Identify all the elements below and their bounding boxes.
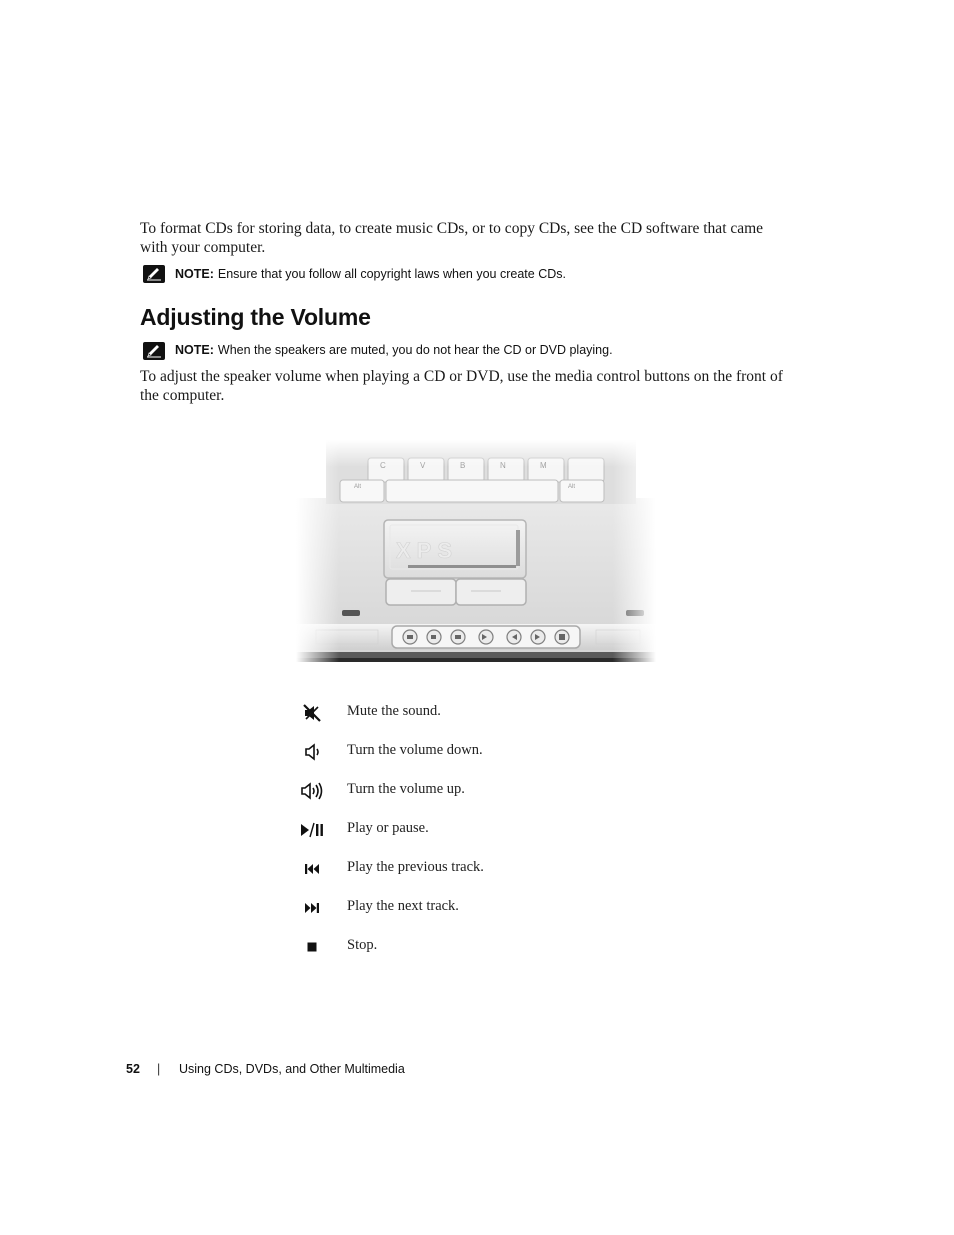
intro-line-1: To format CDs for storing data, to create music CDs, or to copy CDs, see the CD software that came — [140, 220, 764, 237]
laptop-illustration — [296, 440, 656, 666]
stop-icon — [298, 934, 326, 960]
note-label: NOTE: — [175, 343, 214, 357]
laptop-media-controls-figure — [296, 440, 656, 666]
control-next-track — [298, 895, 658, 921]
mute-icon — [298, 700, 326, 726]
footer-chapter-title: Using CDs, DVDs, and Other Multimedia — [179, 1062, 405, 1076]
intro-line-2: with your computer. — [140, 239, 266, 256]
page-number: 52 — [126, 1062, 140, 1076]
control-stop — [298, 934, 658, 960]
control-volume-down — [298, 739, 658, 765]
note-label: NOTE: — [175, 267, 214, 281]
control-description: Play or pause. — [347, 820, 429, 836]
note-text: Ensure that you follow all copyright laws when you create CDs. — [217, 267, 566, 281]
control-mute — [298, 700, 658, 726]
volume-down-icon — [298, 739, 326, 765]
control-description: Turn the volume down. — [347, 742, 483, 758]
section-title: Adjusting the Volume — [140, 304, 371, 330]
previous-track-icon — [298, 856, 326, 882]
control-play-pause — [298, 817, 658, 843]
note-muted — [175, 343, 613, 357]
next-track-icon — [298, 895, 326, 921]
control-volume-up — [298, 778, 658, 804]
note-text: When the speakers are muted, you do not hear the CD or DVD playing. — [217, 343, 613, 357]
control-previous-track — [298, 856, 658, 882]
control-description: Turn the volume up. — [347, 781, 465, 797]
control-description: Stop. — [347, 937, 378, 953]
instruction-line-2: the computer. — [140, 387, 225, 404]
volume-up-icon — [298, 778, 326, 804]
intro-paragraph — [140, 219, 763, 257]
note-copyright — [175, 267, 566, 281]
play-pause-icon — [298, 817, 326, 843]
control-description: Play the previous track. — [347, 859, 484, 875]
note-pencil-icon — [143, 342, 165, 360]
control-description: Play the next track. — [347, 898, 459, 914]
instruction-paragraph — [140, 367, 783, 405]
instruction-line-1: To adjust the speaker volume when playing a CD or DVD, use the media control buttons on the front of — [140, 368, 783, 385]
control-description: Mute the sound. — [347, 703, 441, 719]
note-pencil-icon — [143, 265, 165, 283]
footer-separator: | — [157, 1062, 161, 1076]
